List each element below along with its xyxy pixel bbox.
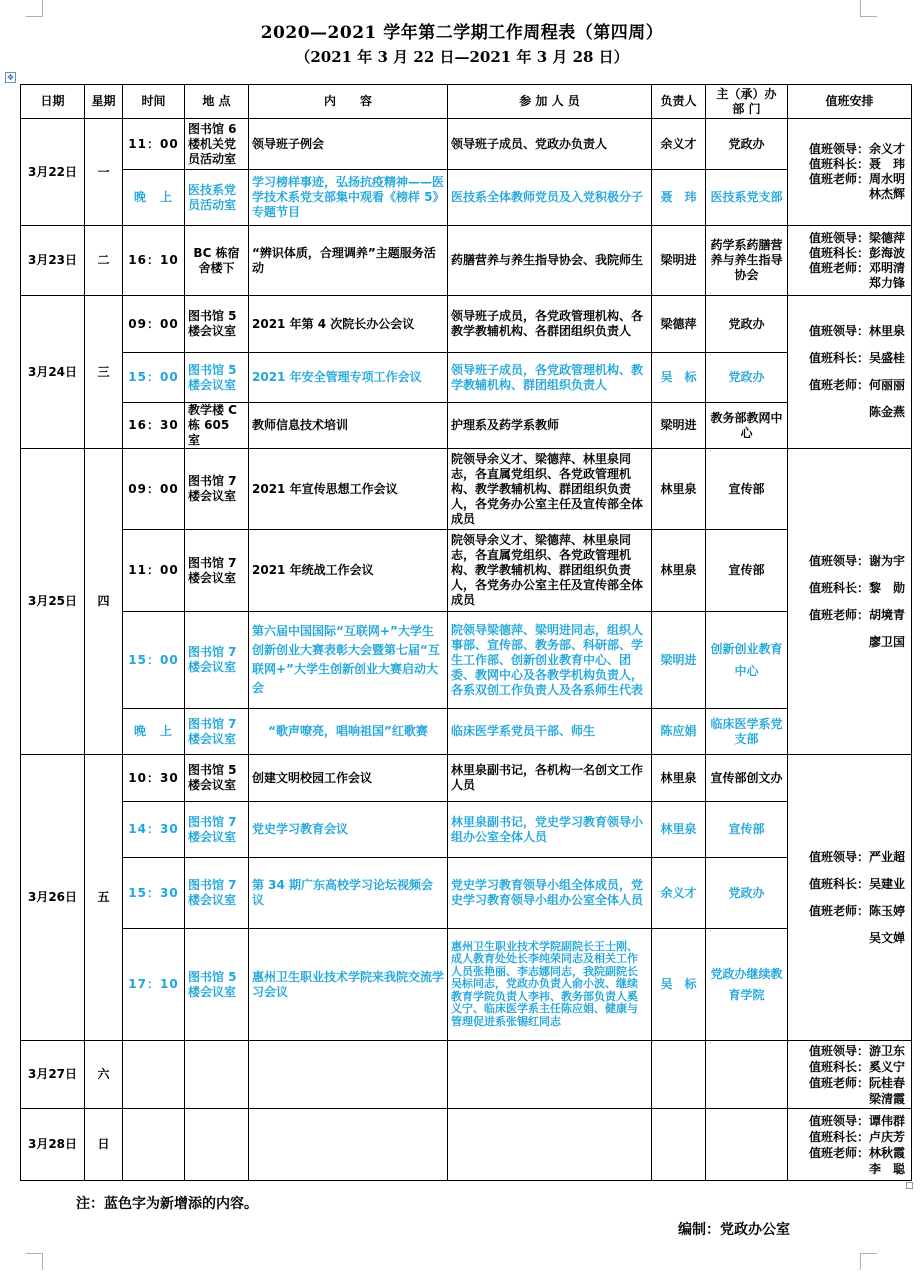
time-cell: 14：30 <box>123 802 185 858</box>
time-cell: 16：30 <box>123 403 185 449</box>
duty-leader: 值班领导：严业超 <box>808 849 905 864</box>
header-time: 时间 <box>123 85 185 119</box>
dept-cell: 宣传部 <box>706 449 788 530</box>
table-row <box>21 530 912 612</box>
content-cell: 2021 年第 4 次院长办公会议 <box>249 296 448 353</box>
weekday-cell: 三 <box>85 296 123 449</box>
duty-section-chief: 值班科长：卢庆芳 <box>808 1129 905 1144</box>
duty-cell <box>788 119 912 226</box>
duty-section-chief: 值班科长：奚义宁 <box>808 1059 905 1074</box>
duty-leader: 值班领导：余义才 <box>808 142 905 156</box>
duty-cell <box>788 755 912 1041</box>
page-corner-mark <box>860 0 877 17</box>
participants-cell: 林里泉副书记，各机构一名创文工作人员 <box>448 755 652 802</box>
duty-teacher: 值班老师：陈玉婷 <box>808 903 905 918</box>
header-dept: 主（承）办 部 门 <box>706 85 788 119</box>
table-row <box>21 403 912 449</box>
schedule-table <box>20 84 912 1181</box>
owner-cell: 陈应娟 <box>652 709 706 755</box>
dept-cell <box>706 1109 788 1181</box>
participants-cell: 护理系及药学系教师 <box>448 403 652 449</box>
weekday-cell: 四 <box>85 449 123 755</box>
location-cell: 图书馆 7 楼会议室 <box>185 858 249 929</box>
time-cell: 16：10 <box>123 226 185 296</box>
duty-teacher-2: 吴文婵 <box>868 930 905 945</box>
participants-cell: 院领导余义才、梁德萍、林里泉同志，各直属党组织、各党政管理机构、教学教辅机构、群团组织负责人，各党务办公室主任及宣传部全体成员 <box>448 449 652 530</box>
dept-cell: 教务部教网中心 <box>706 403 788 449</box>
owner-cell <box>652 1041 706 1109</box>
location-cell: 图书馆 7 楼会议室 <box>185 449 249 530</box>
duty-leader: 值班领导：游卫东 <box>808 1043 905 1058</box>
dept-cell: 党政办 <box>706 858 788 929</box>
dept-cell: 医技系党支部 <box>706 170 788 226</box>
owner-cell: 吴 标 <box>652 929 706 1041</box>
location-cell: 图书馆 7 楼会议室 <box>185 530 249 612</box>
dept-cell: 党政办继续教育学院 <box>706 929 788 1041</box>
participants-cell: 药膳营养与养生指导协会、我院师生 <box>448 226 652 296</box>
time-cell: 15：00 <box>123 612 185 709</box>
table-row <box>21 1109 912 1181</box>
participants-cell: 领导班子成员、党政办负责人 <box>448 119 652 170</box>
duty-section-chief: 值班科长：彭海波 <box>808 245 905 260</box>
participants-cell: 领导班子成员，各党政管理机构、各教学教辅机构、各群团组织负责人 <box>448 296 652 353</box>
owner-cell: 林里泉 <box>652 449 706 530</box>
table-row-new <box>21 858 912 929</box>
owner-cell: 梁德萍 <box>652 296 706 353</box>
table-resize-handle[interactable] <box>906 1182 913 1189</box>
owner-cell: 林里泉 <box>652 530 706 612</box>
participants-cell: 惠州卫生职业技术学院副院长王士刚、成人教育处处长李纯荣同志及相关工作人员张艳丽、李志娜同志，我院副院长吴标同志，党政办负责人俞小波、继续教育学院负责人李祎、教务部负责人奚义宁、临床医学系主任陈应娟、健康与管理促进系张锡红同志 <box>448 929 652 1041</box>
time-cell: 09：00 <box>123 449 185 530</box>
time-cell <box>123 1109 185 1181</box>
duty-teacher-2: 梁清霞 <box>868 1091 905 1106</box>
owner-cell: 聂 玮 <box>652 170 706 226</box>
date-cell: 3月25日 <box>21 449 85 755</box>
dept-cell: 党政办 <box>706 119 788 170</box>
duty-leader: 值班领导：林里泉 <box>808 324 905 338</box>
duty-teacher: 值班老师：邓明清 <box>808 260 905 275</box>
duty-teacher: 值班老师：周水明 <box>808 172 905 186</box>
date-cell: 3月22日 <box>21 119 85 226</box>
participants-cell <box>448 1041 652 1109</box>
location-cell: 图书馆 7 楼会议室 <box>185 802 249 858</box>
time-cell: 晚 上 <box>123 709 185 755</box>
weekday-cell: 二 <box>85 226 123 296</box>
content-cell: 创建文明校园工作会议 <box>249 755 448 802</box>
weekday-cell: 六 <box>85 1041 123 1109</box>
location-cell: 图书馆 7 楼会议室 <box>185 709 249 755</box>
table-header-row <box>21 85 912 119</box>
dept-cell: 宣传部创文办 <box>706 755 788 802</box>
owner-cell: 余义才 <box>652 858 706 929</box>
time-cell: 11：00 <box>123 119 185 170</box>
content-cell: 第 34 期广东高校学习论坛视频会议 <box>249 858 448 929</box>
duty-teacher-2: 陈金燕 <box>868 405 905 419</box>
compiled-by: 编制：党政办公室 <box>678 1222 790 1238</box>
date-cell: 3月28日 <box>21 1109 85 1181</box>
content-cell: 惠州卫生职业技术学院来我院交流学习会议 <box>249 929 448 1041</box>
location-cell <box>185 1109 249 1181</box>
time-cell <box>123 1041 185 1109</box>
location-cell: 医技系党员活动室 <box>185 170 249 226</box>
location-cell: 图书馆 5 楼会议室 <box>185 296 249 353</box>
dept-cell: 创新创业教育中心 <box>706 612 788 709</box>
table-row-new <box>21 170 912 226</box>
footnote: 注：蓝色字为新增添的内容。 <box>76 1196 258 1212</box>
header-participants: 参 加 人 员 <box>448 85 652 119</box>
duty-teacher-2: 廖卫国 <box>868 634 905 649</box>
header-weekday: 星期 <box>85 85 123 119</box>
content-cell: 教师信息技术培训 <box>249 403 448 449</box>
participants-cell: 医技系全体教师党员及入党积极分子 <box>448 170 652 226</box>
duty-leader: 值班领导：谭伟群 <box>808 1113 905 1128</box>
participants-cell <box>448 1109 652 1181</box>
document-subtitle: （2021 年 3 月 22 日—2021 年 3 月 28 日） <box>295 48 629 66</box>
time-cell: 晚 上 <box>123 170 185 226</box>
duty-cell <box>788 1041 912 1109</box>
header-content: 内 容 <box>249 85 448 119</box>
content-cell: 学习榜样事迹，弘扬抗疫精神——医学技术系党支部集中观看《榜样 5》专题节目 <box>249 170 448 226</box>
dept-cell: 宣传部 <box>706 802 788 858</box>
page-corner-mark <box>26 1253 43 1270</box>
table-row-new <box>21 612 912 709</box>
participants-cell: 林里泉副书记，党史学习教育领导小组办公室全体人员 <box>448 802 652 858</box>
content-cell: “歌声嘹亮，唱响祖国”红歌赛 <box>249 709 448 755</box>
dept-cell <box>706 1041 788 1109</box>
owner-cell: 余义才 <box>652 119 706 170</box>
location-cell: 教学楼 C 栋 605 室 <box>185 403 249 449</box>
table-row-new <box>21 709 912 755</box>
content-cell: 第六届中国国际“互联网+”大学生创新创业大赛表彰大会暨第七届“互联网+”大学生创新创业大赛启动大会 <box>249 612 448 709</box>
location-cell <box>185 1041 249 1109</box>
dept-cell: 党政办 <box>706 353 788 403</box>
owner-cell: 梁明进 <box>652 403 706 449</box>
participants-cell: 院领导梁德萍、梁明进同志，组织人事部、宣传部、教务部、科研部、学生工作部、创新创业教育中心、团委、教网中心及各教学机构负责人，各系双创工作负责人及各系师生代表 <box>448 612 652 709</box>
participants-cell: 领导班子成员，各党政管理机构、教学教辅机构、群团组织负责人 <box>448 353 652 403</box>
owner-cell <box>652 1109 706 1181</box>
duty-cell <box>788 296 912 449</box>
table-row <box>21 226 912 296</box>
dept-cell: 药学系药膳营养与养生指导协会 <box>706 226 788 296</box>
duty-leader: 值班领导：谢为宇 <box>808 553 905 568</box>
time-cell: 11：00 <box>123 530 185 612</box>
duty-teacher: 值班老师：何丽丽 <box>808 378 905 392</box>
duty-teacher: 值班老师：阮桂春 <box>808 1075 905 1090</box>
table-row <box>21 1041 912 1109</box>
table-row <box>21 449 912 530</box>
document-title: 2020—2021 学年第二学期工作周程表（第四周） <box>260 23 664 43</box>
table-row-new <box>21 929 912 1041</box>
duty-teacher-2: 林杰辉 <box>868 187 905 201</box>
duty-cell <box>788 226 912 296</box>
participants-cell: 党史学习教育领导小组全体成员，党史学习教育领导小组办公室全体人员 <box>448 858 652 929</box>
time-cell: 10：30 <box>123 755 185 802</box>
duty-cell <box>788 449 912 755</box>
duty-section-chief: 值班科长：黎 勋 <box>808 580 905 595</box>
location-cell: BC 栋宿舍楼下 <box>185 226 249 296</box>
table-move-handle-icon[interactable]: ✥ <box>5 72 16 83</box>
dept-cell: 临床医学系党支部 <box>706 709 788 755</box>
time-cell: 17：10 <box>123 929 185 1041</box>
owner-cell: 吴 标 <box>652 353 706 403</box>
table-row-new <box>21 802 912 858</box>
duty-teacher-2: 郑力锋 <box>868 275 905 290</box>
duty-teacher: 值班老师：林秋霞 <box>808 1145 905 1160</box>
table-row-new <box>21 353 912 403</box>
participants-cell: 院领导余义才、梁德萍、林里泉同志，各直属党组织、各党政管理机构、教学教辅机构、群团组织负责人，各党务办公室主任及宣传部全体成员 <box>448 530 652 612</box>
content-cell <box>249 1041 448 1109</box>
duty-leader: 值班领导：梁德萍 <box>808 230 905 245</box>
table-row <box>21 119 912 170</box>
table-row <box>21 296 912 353</box>
page-corner-mark <box>26 0 43 17</box>
content-cell: 党史学习教育会议 <box>249 802 448 858</box>
duty-section-chief: 值班科长：聂 玮 <box>808 157 905 171</box>
duty-section-chief: 值班科长：吴盛桂 <box>808 351 905 365</box>
owner-cell: 林里泉 <box>652 802 706 858</box>
dept-cell: 党政办 <box>706 296 788 353</box>
location-cell: 图书馆 5 楼会议室 <box>185 755 249 802</box>
owner-cell: 梁明进 <box>652 226 706 296</box>
duty-teacher: 值班老师：胡境青 <box>808 607 905 622</box>
date-cell: 3月23日 <box>21 226 85 296</box>
content-cell: 2021 年统战工作会议 <box>249 530 448 612</box>
table-row <box>21 755 912 802</box>
location-cell: 图书馆 6 楼机关党员活动室 <box>185 119 249 170</box>
location-cell: 图书馆 5 楼会议室 <box>185 929 249 1041</box>
header-owner: 负责人 <box>652 85 706 119</box>
weekday-cell: 日 <box>85 1109 123 1181</box>
content-cell: 2021 年宣传思想工作会议 <box>249 449 448 530</box>
dept-cell: 宣传部 <box>706 530 788 612</box>
content-cell <box>249 1109 448 1181</box>
duty-section-chief: 值班科长：吴建业 <box>808 876 905 891</box>
header-duty: 值班安排 <box>788 85 912 119</box>
content-cell: 领导班子例会 <box>249 119 448 170</box>
location-cell: 图书馆 5 楼会议室 <box>185 353 249 403</box>
time-cell: 15：30 <box>123 858 185 929</box>
header-date: 日期 <box>21 85 85 119</box>
content-cell: “辨识体质，合理调养”主题服务活动 <box>249 226 448 296</box>
duty-teacher-2: 李 聪 <box>868 1161 905 1176</box>
weekday-cell: 一 <box>85 119 123 226</box>
content-cell: 2021 年安全管理专项工作会议 <box>249 353 448 403</box>
time-cell: 15：00 <box>123 353 185 403</box>
date-cell: 3月24日 <box>21 296 85 449</box>
participants-cell: 临床医学系党员干部、师生 <box>448 709 652 755</box>
header-location: 地 点 <box>185 85 249 119</box>
date-cell: 3月26日 <box>21 755 85 1041</box>
page-corner-mark <box>860 1253 877 1270</box>
time-cell: 09：00 <box>123 296 185 353</box>
owner-cell: 梁明进 <box>652 612 706 709</box>
date-cell: 3月27日 <box>21 1041 85 1109</box>
duty-cell <box>788 1109 912 1181</box>
weekday-cell: 五 <box>85 755 123 1041</box>
location-cell: 图书馆 7 楼会议室 <box>185 612 249 709</box>
owner-cell: 林里泉 <box>652 755 706 802</box>
